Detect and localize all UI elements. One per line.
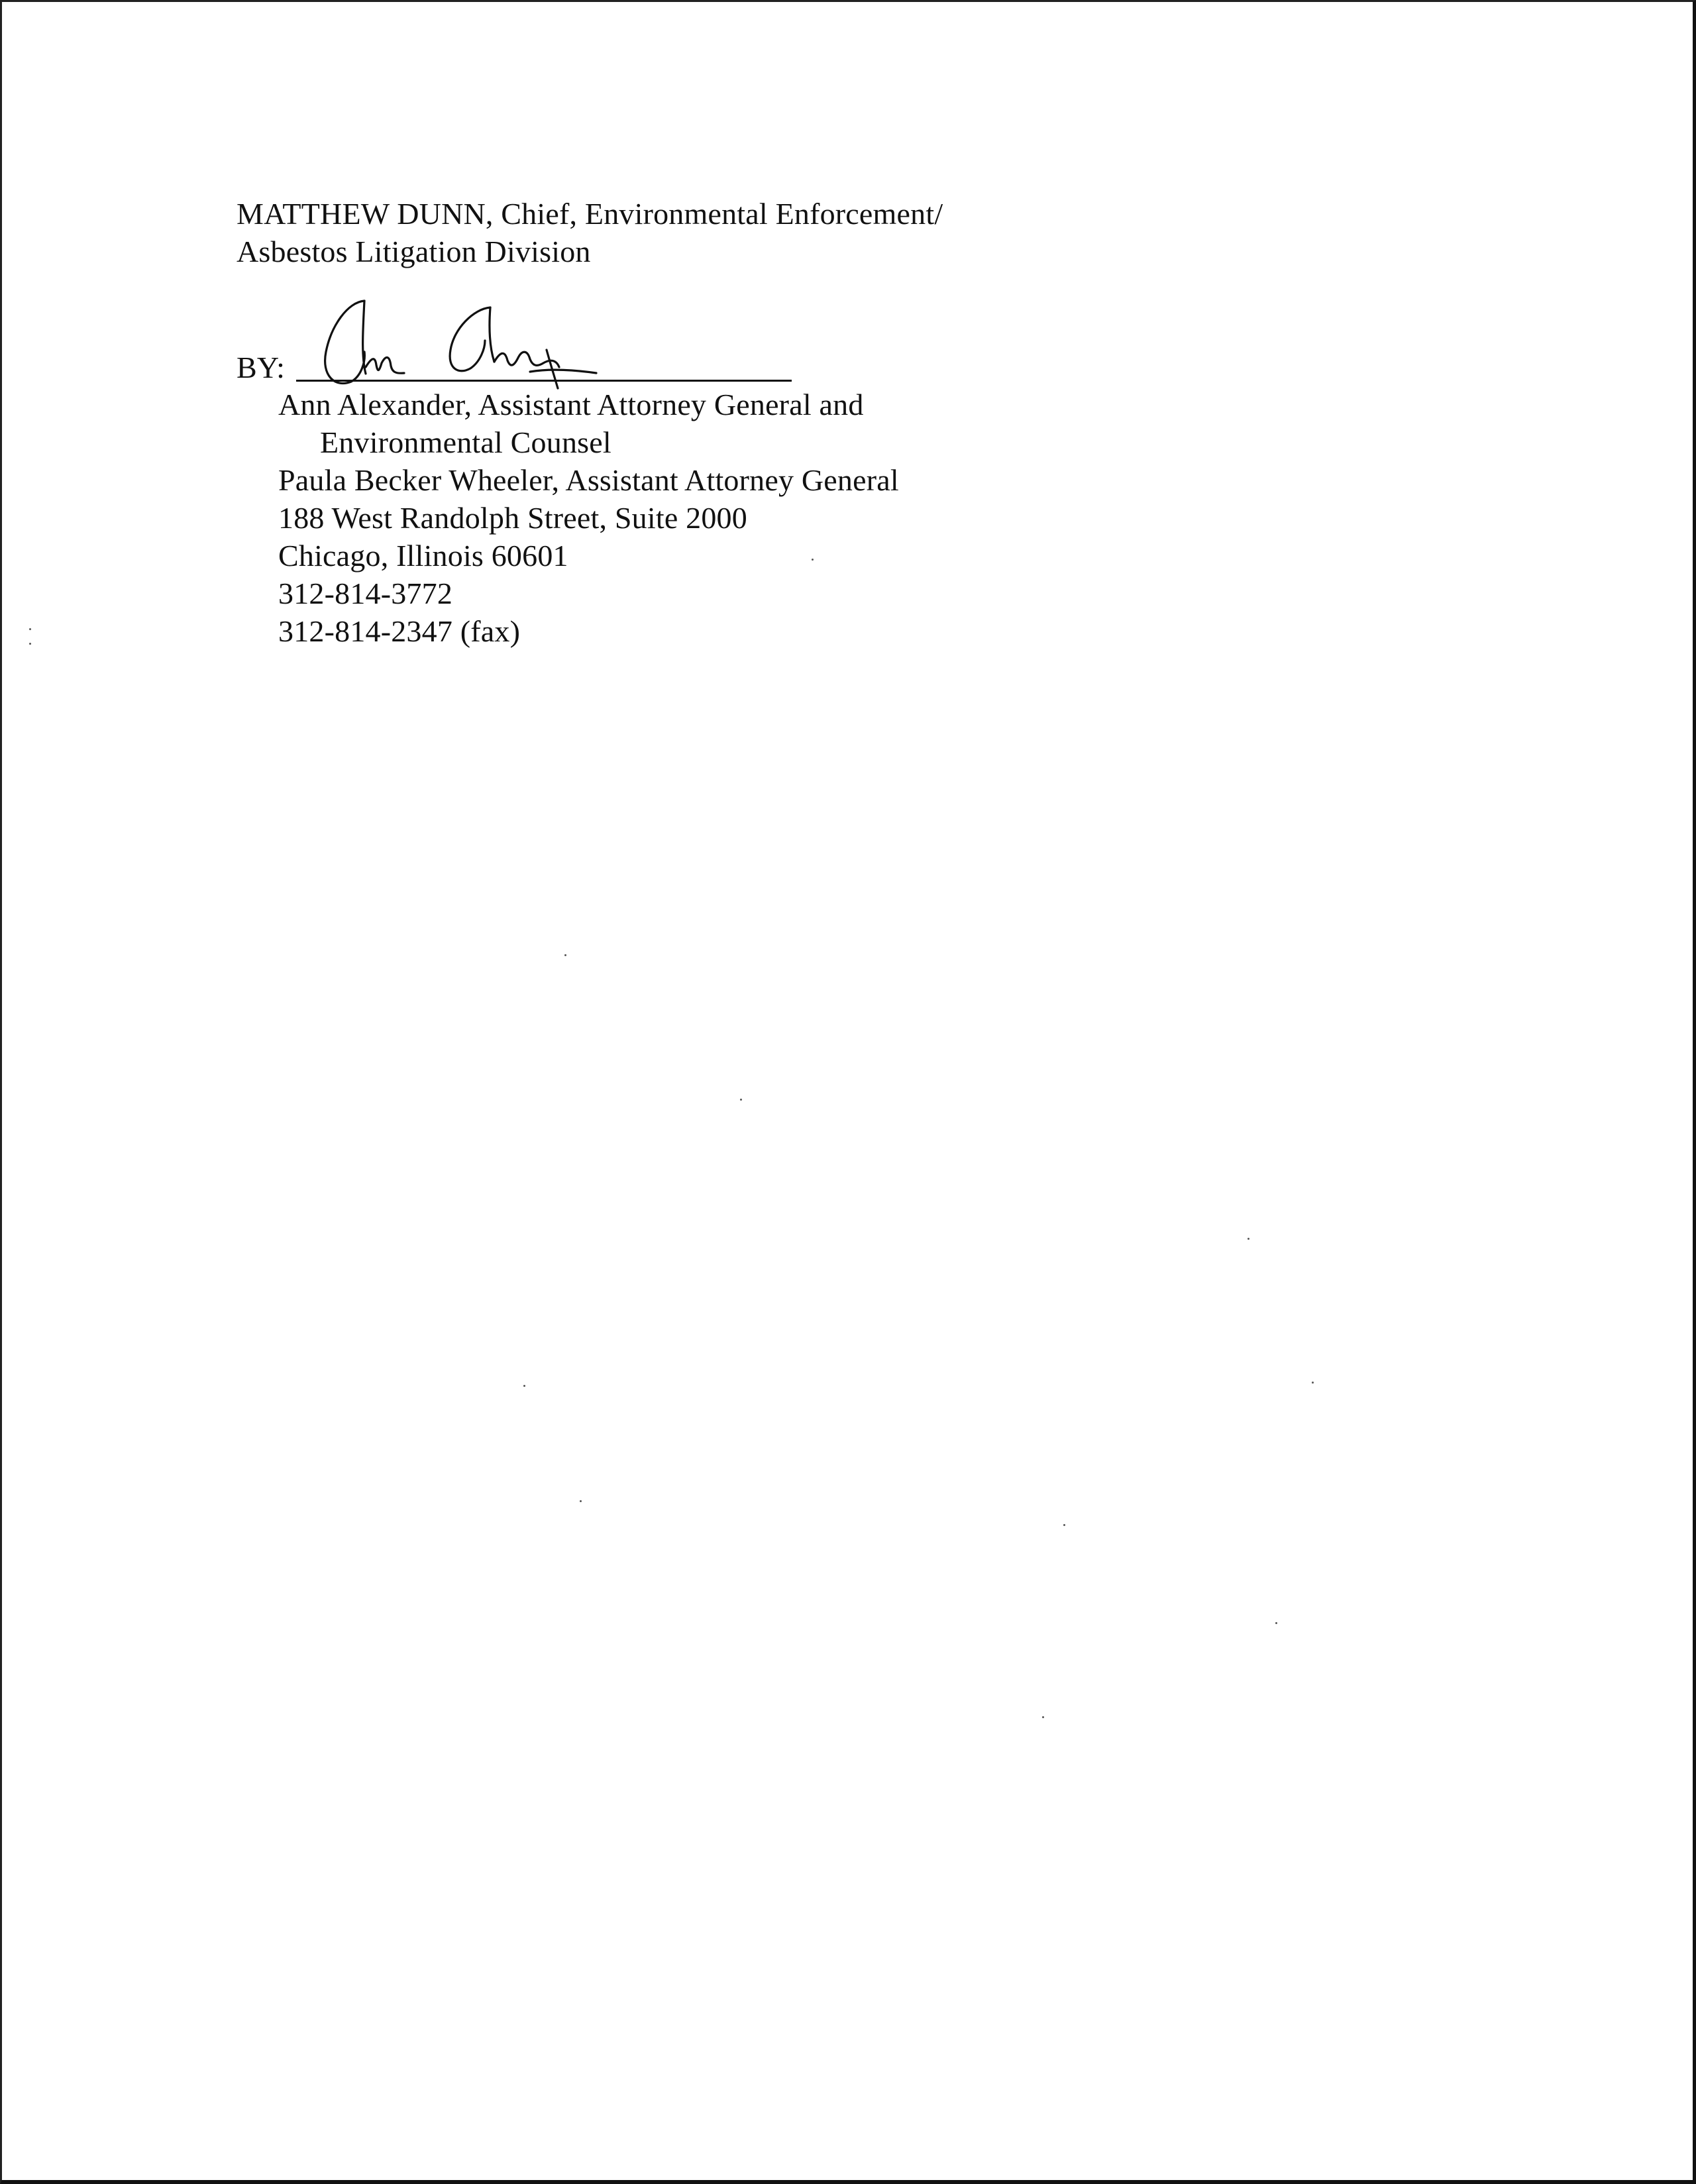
- signatory-line-2: Environmental Counsel: [320, 425, 611, 459]
- scan-speck: [564, 954, 566, 956]
- scan-speck: [1063, 1524, 1065, 1526]
- signatory-line-3: Paula Becker Wheeler, Assistant Attorney General: [278, 463, 899, 497]
- scan-speck: [29, 628, 31, 630]
- signatory-line-1: Ann Alexander, Assistant Attorney General and: [278, 388, 864, 421]
- fax-number: 312-814-2347 (fax): [278, 614, 521, 648]
- header-line-2: Asbestos Litigation Division: [237, 235, 591, 268]
- scan-speck: [1247, 1238, 1249, 1240]
- scan-speck: [812, 559, 814, 561]
- address-street: 188 West Randolph Street, Suite 2000: [278, 501, 747, 535]
- scan-speck: [523, 1385, 525, 1387]
- header-line-1: MATTHEW DUNN, Chief, Environmental Enforcement/: [237, 197, 943, 231]
- address-city: Chicago, Illinois 60601: [278, 539, 568, 573]
- scan-speck: [580, 1500, 582, 1502]
- by-label: BY:: [237, 351, 286, 384]
- handwritten-signature: [311, 289, 682, 402]
- scan-speck: [1312, 1382, 1314, 1384]
- phone-number: 312-814-3772: [278, 576, 453, 610]
- scan-speck: [740, 1099, 742, 1101]
- scan-speck: [29, 643, 31, 645]
- scan-speck: [1042, 1716, 1044, 1718]
- scan-speck: [1275, 1622, 1277, 1624]
